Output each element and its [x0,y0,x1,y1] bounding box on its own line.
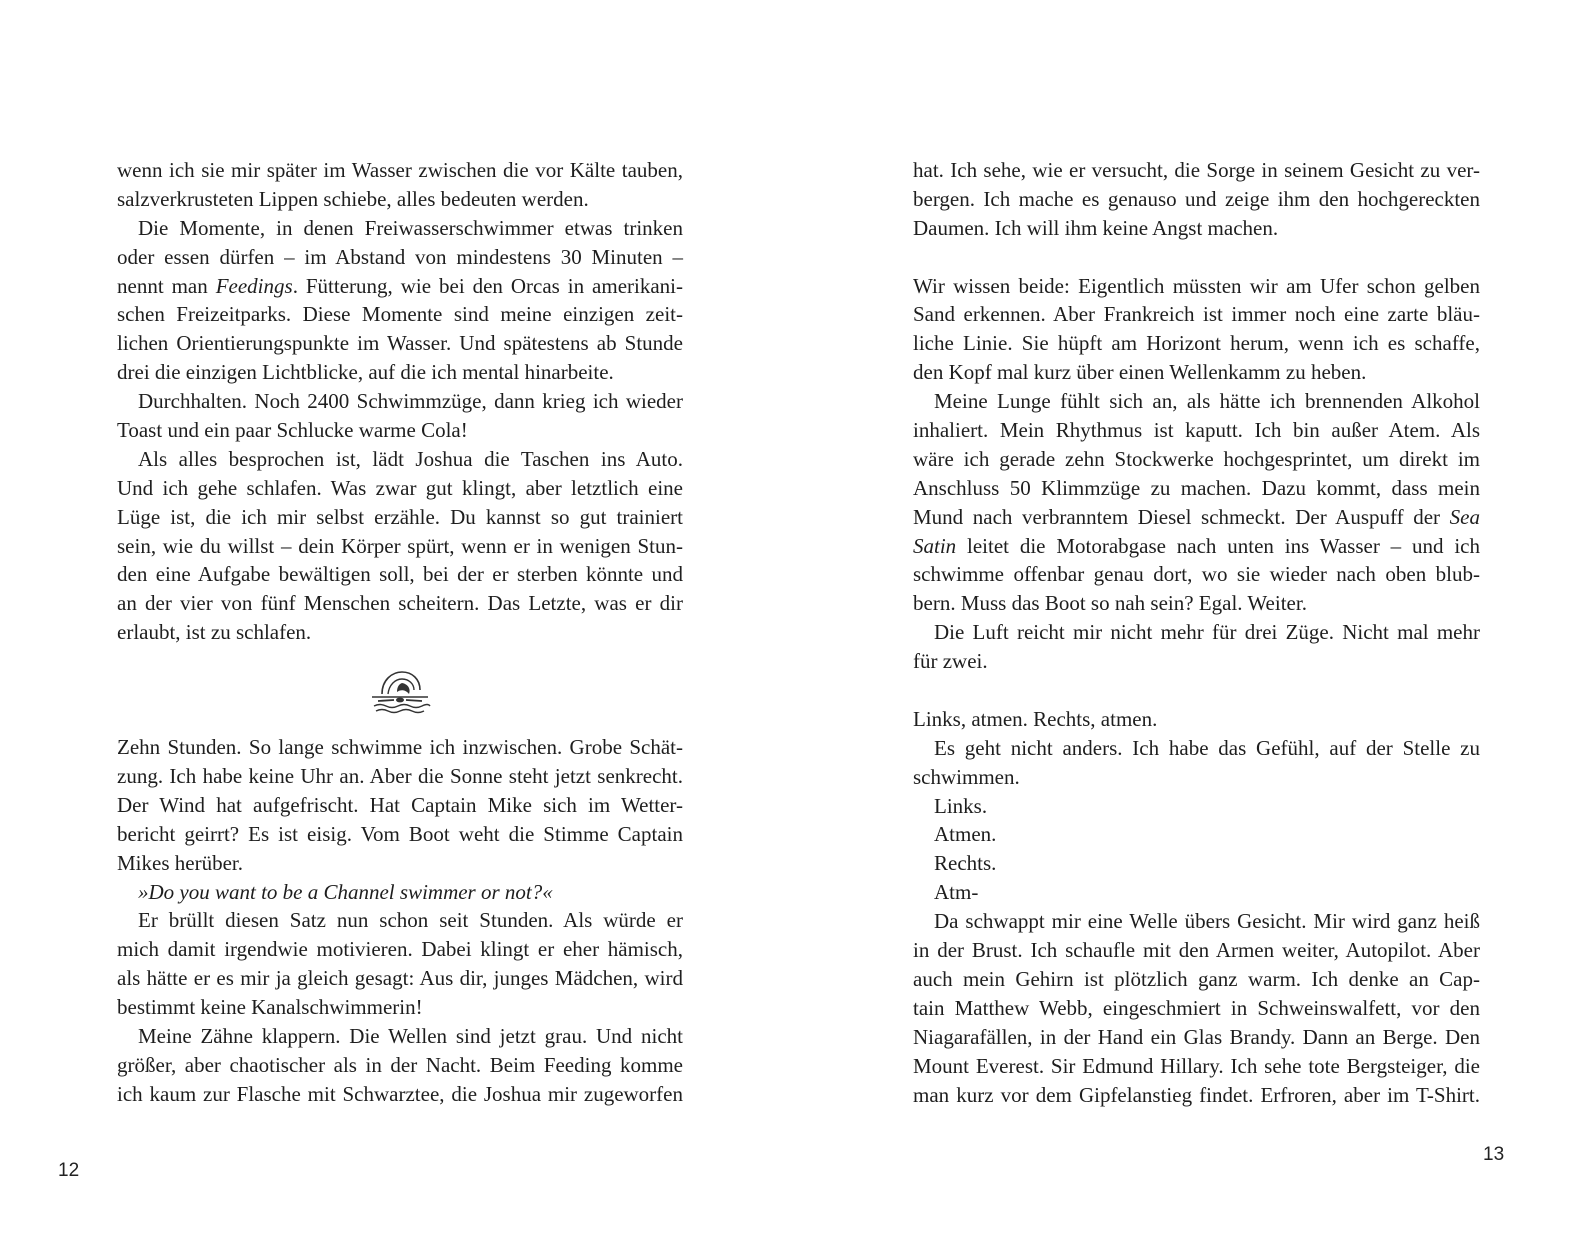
text-line: Atmen. [934,822,997,847]
text-line: Die Momente, in denen Freiwasserschwimmer etwas trinken [138,215,683,240]
text-line: Niagarafällen, in der Hand ein Glas Brandy. Dann an Berge. Den [913,1024,1480,1049]
page-number-right: 13 [1483,1144,1505,1165]
text-line: man kurz vor dem Gipfelanstieg findet. Erfroren, aber im T-Shirt. [913,1082,1480,1107]
blank-line [913,676,1480,705]
text-line: Er brüllt diesen Satz nun schon seit Stunden. Als würde er [138,908,683,933]
text-line: den Kopf mal kurz über einen Wellenkamm zu heben. [913,360,1367,385]
text-line: salzverkrusteten Lippen schiebe, alles bedeuten werden. [117,186,589,211]
text-line: bern. Muss das Boot so nah sein? Egal. Weiter. [913,591,1307,616]
text-line: schwimmen. [913,764,1020,789]
text-line [913,503,1480,532]
text-line: drei die einzigen Lichtblicke, auf die ich mental hinarbeite. [117,360,614,385]
left-text-column [117,156,683,1109]
text-line: Als alles besprochen ist, lädt Joshua die Taschen ins Auto. [138,446,683,471]
text-line: inhaliert. Mein Rhythmus ist kaputt. Ich bin außer Atem. Als [913,418,1480,443]
text-line: Lüge ist, die ich mir selbst erzähle. Du kannst so gut trainiert [117,504,683,529]
page-number-left: 12 [58,1160,80,1181]
text-line: größer, aber chaotischer als in der Nacht. Beim Feeding komme [117,1052,683,1077]
text-line: an der vier von fünf Menschen scheitern. Das Letzte, was er dir [117,591,683,616]
text-line: Mikes herüber. [117,850,243,875]
text-line: wäre ich gerade zehn Stockwerke hochgesprintet, um direkt im [913,446,1480,471]
text-line: den eine Aufgabe bewältigen soll, bei der er sterben könnte und [117,562,683,587]
text-line: in der Brust. Ich schaufle mit den Armen weiter, Autopilot. Aber [913,938,1480,963]
text-line: bergen. Ich mache es genauso und zeige ihm den hochgereckten [913,186,1480,211]
text-line: Es geht nicht anders. Ich habe das Gefühl, auf der Stelle zu [934,735,1480,760]
section-break-ornament [117,647,683,733]
italic-boat-name: Sea [1449,504,1480,529]
text-line: Wir wissen beide: Eigentlich müssten wir am Ufer schon gelben [913,273,1480,298]
text-line: wenn ich sie mir später im Wasser zwischen die vor Kälte tauben, [117,158,683,182]
text-line: bestimmt keine Kanalschwimmerin! [117,995,423,1020]
text-line [117,272,683,301]
text-line-quote: »Do you want to be a Channel swimmer or not?« [138,879,553,904]
text-line: Zehn Stunden. So lange schwimme ich inzwischen. Grobe Schät- [117,735,683,760]
text-line: Toast und ein paar Schlucke warme Cola! [117,418,468,443]
text-line: hat. Ich sehe, wie er versucht, die Sorge in seinem Gesicht zu ver- [913,158,1480,182]
text-line: Der Wind hat aufgefrischt. Hat Captain Mike sich im Wetter- [117,792,683,817]
right-text-column [913,156,1480,1109]
text-line: Meine Zähne klappern. Die Wellen sind jetzt grau. Und nicht [138,1024,683,1049]
text-line: Durchhalten. Noch 2400 Schwimmzüge, dann krieg ich wieder [138,389,683,414]
text-run: nennt man [117,273,216,298]
text-line: ich kaum zur Flasche mit Schwarztee, die Joshua mir zugeworfen [117,1081,683,1106]
text-line: Die Luft reicht mir nicht mehr für drei Züge. Nicht mal mehr [934,620,1480,645]
text-line: schwimme offenbar genau dort, wo sie wieder nach oben blub- [913,562,1480,587]
italic-term: Feedings [215,273,293,298]
text-line: Links. [934,793,988,818]
text-line: lichen Orientierungspunkte im Wasser. Und spätestens ab Stunde [117,331,683,356]
text-line: sein, wie du willst – dein Körper spürt, wenn er in wenigen Stun- [117,533,683,558]
blank-line [913,243,1480,272]
text-line: erlaubt, ist zu schlafen. [117,620,312,645]
right-page [797,0,1594,1240]
text-line: Anschluss 50 Klimmzüge zu machen. Dazu kommt, dass mein [913,475,1480,500]
text-line: Da schwappt mir eine Welle übers Gesicht. Mir wird ganz heiß [934,909,1480,934]
text-line: für zwei. [913,649,988,674]
text-line: zung. Ich habe keine Uhr an. Aber die Sonne steht jetzt senkrecht. [117,764,683,789]
text-line: oder essen dürfen – im Abstand von mindestens 30 Minuten – [117,244,683,269]
text-line: Links, atmen. Rechts, atmen. [913,706,1158,731]
text-line: bericht geirrt? Es ist eisig. Vom Boot weht die Stimme Captain [117,821,683,846]
italic-boat-name: Satin [913,533,957,558]
text-line: schen Freizeitparks. Diese Momente sind meine einzigen zeit- [117,302,683,327]
text-line: Meine Lunge fühlt sich an, als hätte ich brennenden Alkohol [934,389,1480,414]
text-line: auch mein Gehirn ist plötzlich ganz warm. Ich denke an Cap- [913,966,1480,991]
text-line: als hätte er es mir ja gleich gesagt: Aus dir, junges Mädchen, wird [117,966,683,991]
text-line: Rechts. [934,851,997,876]
text-line: Atm- [934,880,979,905]
text-line [913,532,1480,561]
text-line: Daumen. Ich will ihm keine Angst machen. [913,215,1279,240]
text-line: Sand erkennen. Aber Frankreich ist immer noch eine zarte bläu- [913,302,1480,327]
text-line: tain Matthew Webb, eingeschmiert in Schweinswalfett, vor den [913,995,1480,1020]
text-run: leitet die Motorabgase nach unten ins Wasser – und ich [956,533,1480,558]
text-line: Mount Everest. Sir Edmund Hillary. Ich sehe tote Bergsteiger, die [913,1053,1480,1078]
text-run: . Fütterung, wie bei den Orcas in amerikani- [292,273,684,298]
text-run: Mund nach verbranntem Diesel schmeckt. Der Auspuff der [913,504,1450,529]
text-line: liche Linie. Sie hüpft am Horizont herum, wenn ich es schaffe, [913,331,1480,356]
text-line: Und ich gehe schlafen. Was zwar gut klingt, aber letztlich eine [117,475,683,500]
swimmer-wave-icon [368,664,432,716]
text-line: mich damit irgendwie motivieren. Dabei klingt er eher hämisch, [117,937,683,962]
